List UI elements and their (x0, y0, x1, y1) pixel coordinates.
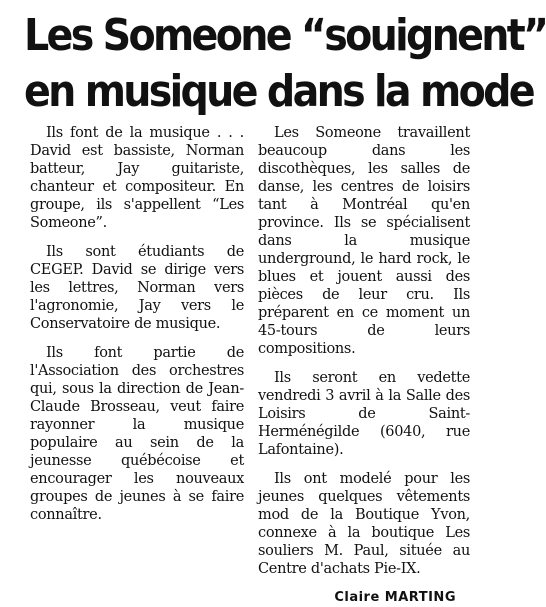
headline-line-1: Les Someone “souignent” (24, 10, 546, 61)
left-column (30, 124, 244, 535)
byline: Claire MARTING (334, 590, 456, 605)
paragraph: Ils font partie de l'Association des orchestres qui, sous la direction de Jean-Claude Brosseau, veut faire rayonner la musique populaire au sein de la jeunesse québécoise et encourager les nouveaux groupes de jeunes à se faire connaître. (30, 345, 244, 523)
paragraph: Ils font de la musique . . . David est bassiste, Norman batteur, Jay guitariste, chanteur et compositeur. En groupe, ils s'appellent “Les Someone”. (30, 125, 244, 231)
paragraph: Ils sont étudiants de CEGEP. David se dirige vers les lettres, Norman vers l'agronomie, Jay vers le Conservatoire de musique. (30, 244, 244, 332)
headline-line-2: en musique dans la mode (24, 66, 533, 117)
paragraph: Ils ont modelé pour les jeunes quelques vêtements mod de la Boutique Yvon, connexe à la boutique Les souliers M. Paul, située au Centre d'achats Pie-IX. (258, 471, 470, 577)
paragraph: Ils seront en vedette vendredi 3 avril à la Salle des Loisirs de Saint-Herménégilde (6040, rue Lafontaine). (258, 370, 470, 458)
right-column (258, 124, 470, 607)
headline (24, 8, 546, 120)
paragraph: Les Someone travaillent beaucoup dans les discothèques, les salles de danse, les centres de loisirs tant à Montréal qu'en province. Ils se spécialisent dans la musique underground, le hard rock, le blues et jouent aussi des pièces de leur cru. Ils préparent en ce moment un 45-tours de leurs compositions. (258, 125, 470, 357)
